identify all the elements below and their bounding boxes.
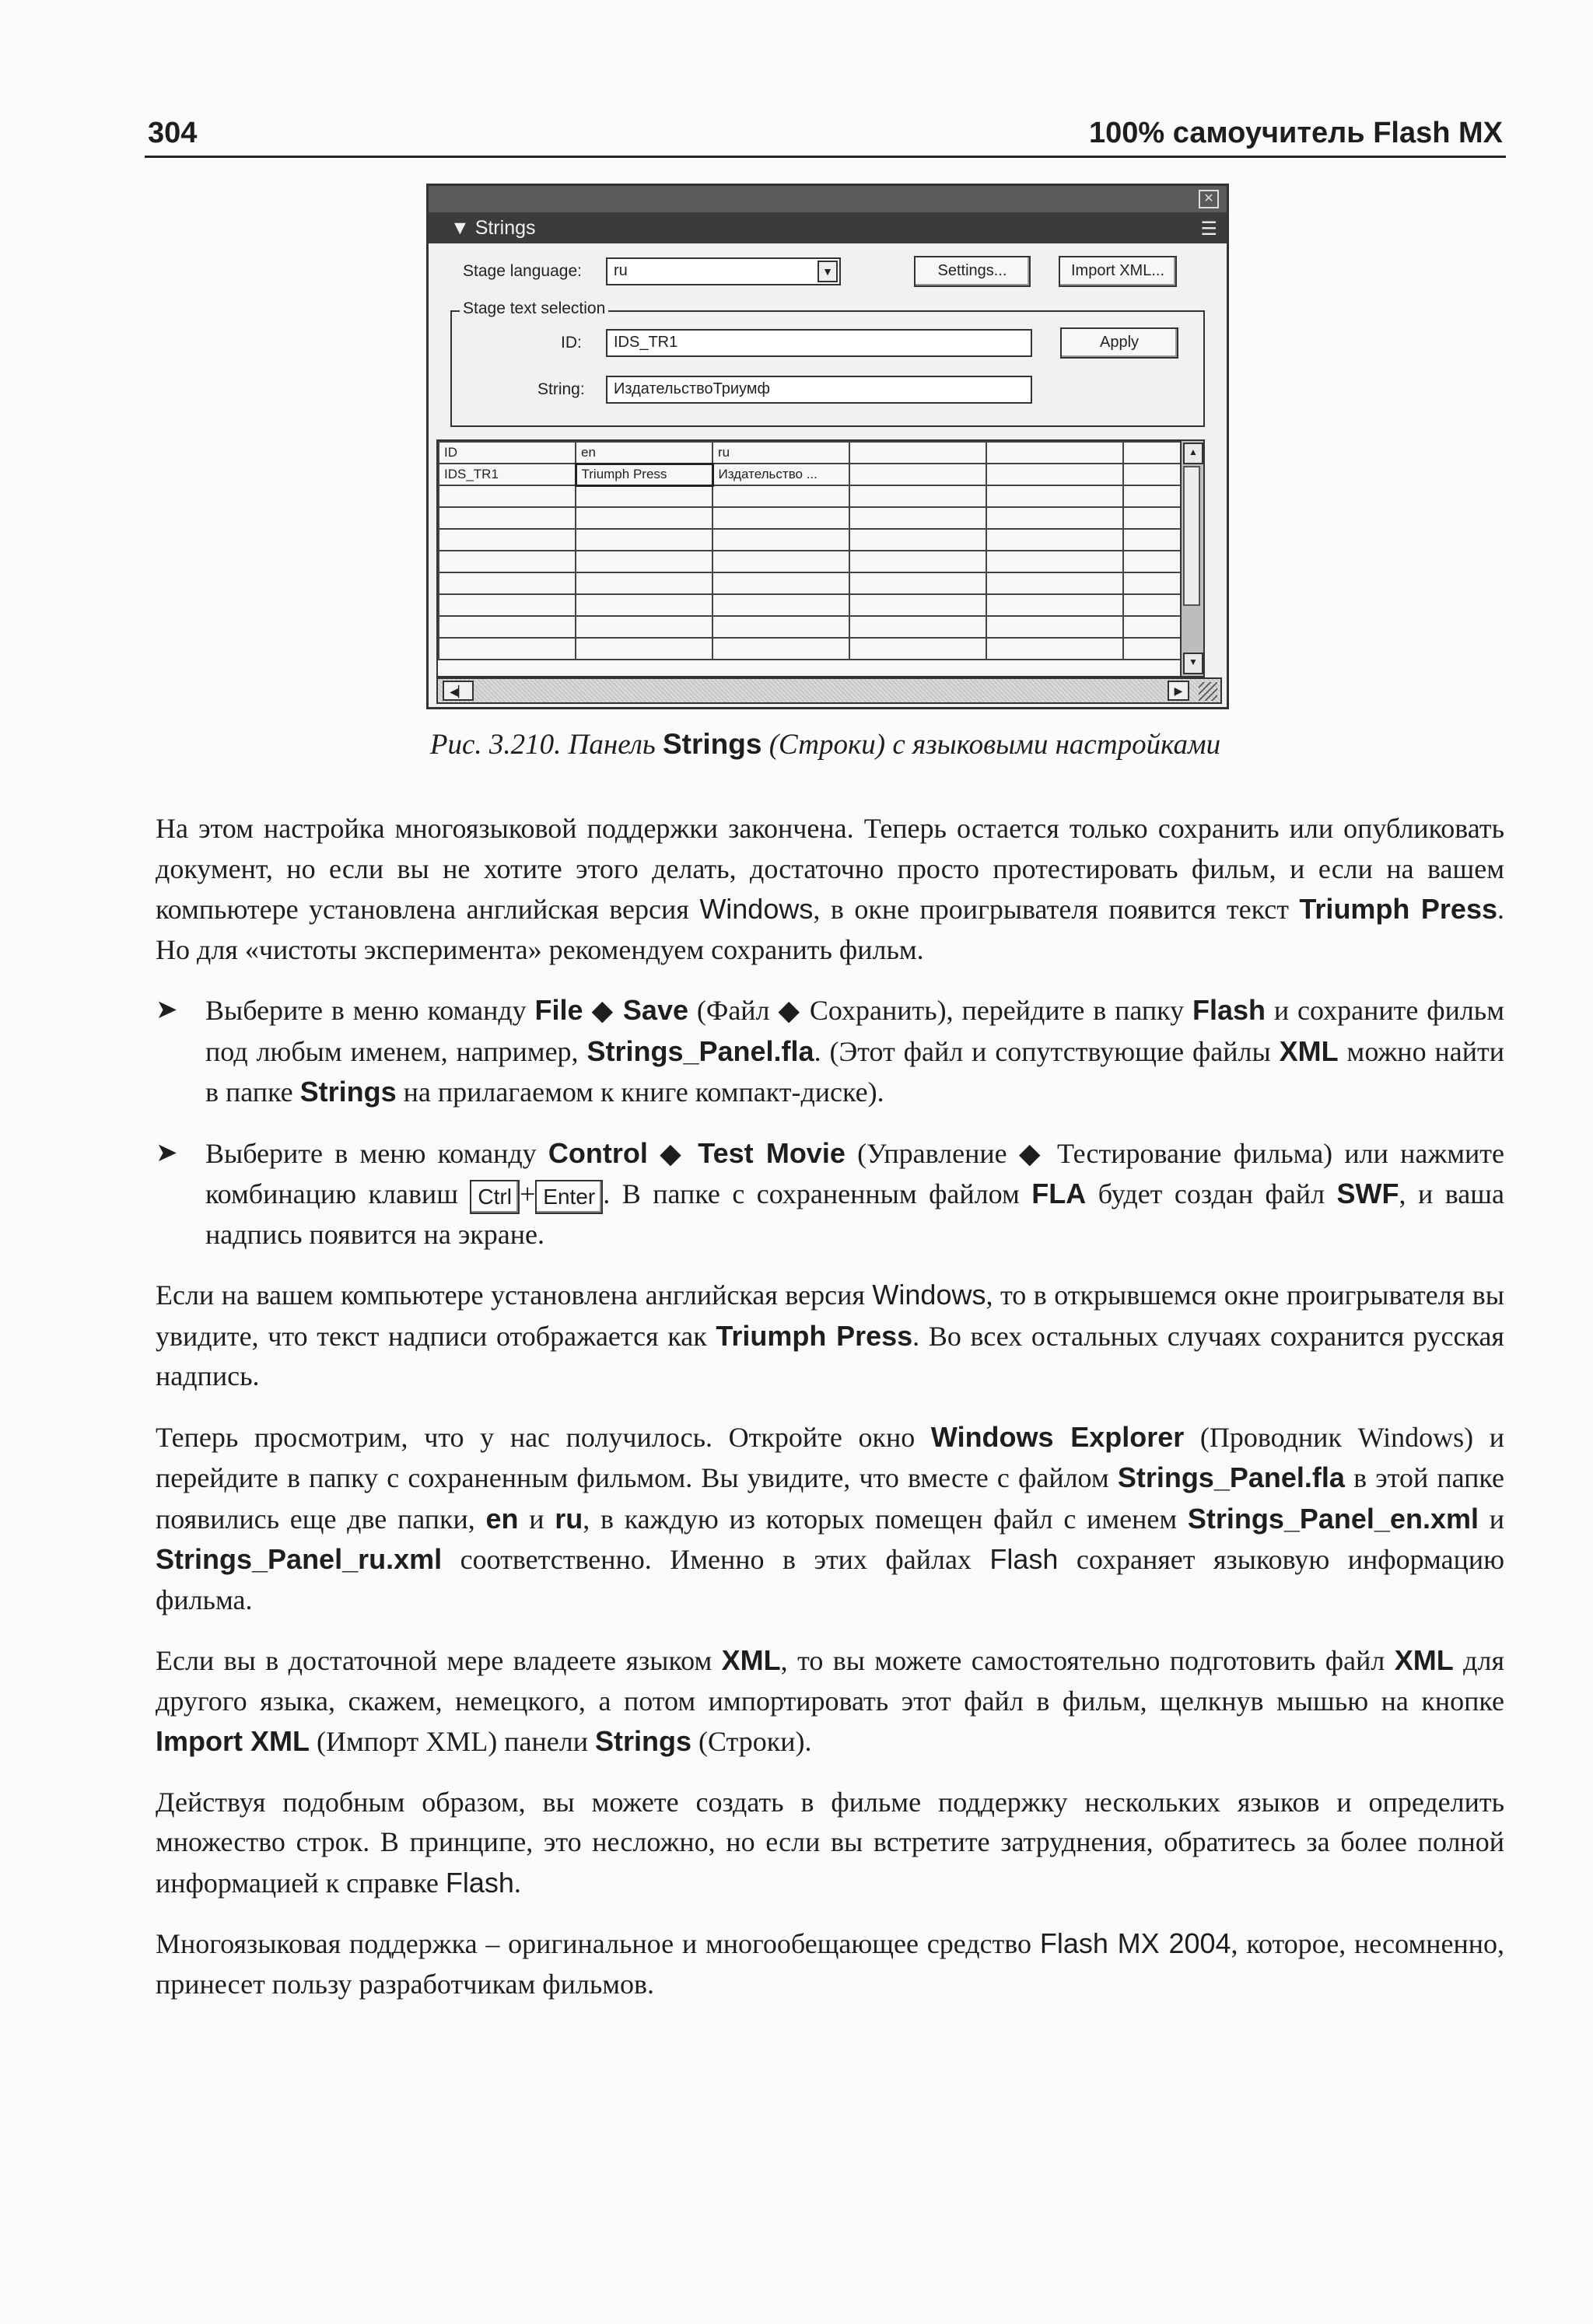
grid-table (438, 441, 1186, 660)
grid-cell[interactable] (849, 638, 986, 660)
grid-cell[interactable] (1123, 616, 1185, 638)
grid-cell-ru[interactable]: Издательство ... (712, 464, 849, 485)
grid-cell-en[interactable]: Triumph Press (576, 464, 712, 485)
grid-cell[interactable] (986, 616, 1123, 638)
grid-cell[interactable] (576, 616, 712, 638)
grid-cell[interactable] (849, 616, 986, 638)
grid-cell[interactable] (986, 485, 1123, 507)
resize-grip-icon[interactable] (1199, 682, 1217, 701)
close-icon[interactable]: ✕ (1199, 190, 1219, 208)
grid-cell[interactable] (849, 572, 986, 594)
paragraph: Если на вашем компьютере установлена английская версия Windows, то в открывшемся окне проигрывателя вы увидите, что текст надписи отображается как Triumph Press. Во всех остальных случаях сохранится русская надпись. (156, 1279, 1504, 1391)
panel-topbar (429, 186, 1227, 212)
stage-language-label: Stage language: (463, 262, 582, 280)
grid-cell[interactable] (576, 485, 712, 507)
list-item: ➤ Выберите в меню команду File ◆ Save (Файл ◆ Сохранить), перейдите в папку Flash и сохраните фильм под любым именем, например, Strings_Panel.fla. (Этот файл и сопутствующие файлы XML можно найти в папке Strings на прилагаемом к книге компакт-диске). (156, 990, 1504, 1113)
panel-title: ▼ Strings (450, 217, 536, 239)
table-row[interactable] (439, 464, 1185, 485)
strings-grid (436, 439, 1205, 677)
table-row[interactable] (439, 507, 1185, 529)
table-row[interactable] (439, 616, 1185, 638)
paragraph: На этом настройка многоязыковой поддержки закончена. Теперь остается только сохранить или опубликовать документ, но если вы не хотите этого делать, достаточно просто протестировать фильм, и если на вашем компьютере установлена английская версия Windows, в окне проигрывателя появится текст Triumph Press. Но для «чистоты эксперимента» рекомендуем сохранить фильм. (156, 813, 1504, 965)
page-header (145, 110, 1506, 158)
grid-cell[interactable] (986, 551, 1123, 572)
table-row[interactable] (439, 638, 1185, 660)
running-title: 100% самоучитель Flash MX (1089, 117, 1503, 149)
strings-panel (426, 184, 1229, 709)
grid-header-empty (849, 442, 986, 464)
paragraph: Теперь просмотрим, что у нас получилось. Откройте окно Windows Explorer (Проводник Windows) и перейдите в папку с сохраненным фильмом. Вы увидите, что вместе с файлом Strings_Panel.fla в этой папке появились еще две папки, en и ru, в каждую из которых помещен файл с именем Strings_Panel_en.xml и Strings_Panel_ru.xml соответственно. Именно в этих файлах Flash сохраняет языковую информацию фильма. (156, 1420, 1505, 1615)
scroll-right-icon[interactable]: ▶ (1168, 681, 1189, 701)
grid-cell[interactable] (1123, 638, 1185, 660)
selection-group-label: Stage text selection (460, 299, 608, 318)
grid-cell[interactable] (439, 507, 576, 529)
grid-cell[interactable] (712, 507, 849, 529)
scroll-down-icon[interactable]: ▼ (1183, 653, 1203, 674)
grid-cell[interactable] (576, 507, 712, 529)
grid-cell[interactable] (986, 572, 1123, 594)
grid-cell[interactable] (1123, 485, 1185, 507)
list-item: ➤ Выберите в меню команду Control ◆ Test Movie (Управление ◆ Тестирование фильма) или нажмите комбинацию клавиш Ctrl + Enter . В папке с сохраненным файлом FLA будет создан файл SWF, и ваша надпись появится на экране. (156, 1133, 1504, 1255)
grid-cell[interactable] (712, 485, 849, 507)
grid-cell[interactable] (986, 507, 1123, 529)
grid-cell[interactable] (986, 529, 1123, 551)
paragraph: Действуя подобным образом, вы можете создать в фильме поддержку нескольких языков и определить множество строк. В принципе, это несложно, но если вы встретите затруднения, обратитесь за более полной информацией к справке Flash. (156, 1786, 1504, 1899)
grid-cell[interactable] (1123, 594, 1185, 616)
grid-cell[interactable] (439, 551, 576, 572)
string-input[interactable]: ИздательствоТриумф (606, 376, 1032, 404)
table-row[interactable] (439, 485, 1185, 507)
vertical-scrollbar[interactable] (1180, 441, 1203, 676)
paragraph: Если вы в достаточной мере владеете языком XML, то вы можете самостоятельно подготовить файл XML для другого языка, скажем, немецкого, а потом импортировать этот файл в фильм, щелкнув мышью на кнопке Import XML (Импорт XML) панели Strings (Строки). (156, 1644, 1505, 1757)
grid-cell[interactable] (1123, 529, 1185, 551)
grid-cell[interactable] (712, 638, 849, 660)
grid-cell[interactable] (439, 594, 576, 616)
grid-cell[interactable] (712, 572, 849, 594)
grid-header-id[interactable]: ID (439, 442, 576, 464)
grid-cell[interactable] (1123, 507, 1185, 529)
grid-cell[interactable] (712, 594, 849, 616)
grid-cell[interactable] (576, 638, 712, 660)
grid-cell[interactable] (439, 529, 576, 551)
grid-cell[interactable] (849, 485, 986, 507)
table-row[interactable] (439, 594, 1185, 616)
ctrl-key: Ctrl (470, 1180, 520, 1214)
grid-cell[interactable] (576, 529, 712, 551)
page-number: 304 (148, 117, 198, 149)
grid-cell[interactable] (576, 594, 712, 616)
grid-cell[interactable] (1123, 572, 1185, 594)
id-label: ID: (561, 334, 582, 352)
grid-cell[interactable] (439, 638, 576, 660)
grid-header-en[interactable]: en (576, 442, 712, 464)
grid-cell[interactable] (712, 529, 849, 551)
enter-key: Enter (535, 1180, 603, 1214)
grid-cell[interactable] (849, 551, 986, 572)
grid-cell[interactable] (712, 551, 849, 572)
paragraph: Многоязыковая поддержка – оригинальное и многообещающее средство Flash MX 2004, которое, несомненно, принесет пользу разработчикам фильмов. (156, 1927, 1504, 2000)
scroll-left-icon[interactable]: ◀▏ (443, 681, 474, 701)
stage-language-value: ru (614, 262, 628, 279)
string-label: String: (537, 380, 585, 398)
figure-caption: Рис. 3.210. Панель Strings (Строки) с языковыми настройками (429, 728, 1221, 761)
grid-cell[interactable] (439, 572, 576, 594)
grid-cell[interactable] (439, 485, 576, 507)
grid-header-row (439, 442, 1185, 464)
grid-cell[interactable] (849, 529, 986, 551)
bullet-arrow-icon: ➤ (156, 1138, 178, 1167)
grid-cell[interactable] (986, 464, 1123, 485)
horizontal-scrollbar[interactable] (436, 677, 1222, 704)
id-input[interactable]: IDS_TR1 (606, 329, 1032, 357)
grid-header-ru[interactable]: ru (712, 442, 849, 464)
chevron-down-icon[interactable]: ▼ (818, 261, 838, 282)
apply-button[interactable]: Apply (1060, 327, 1178, 359)
body-text (156, 809, 1504, 2025)
grid-cell[interactable] (849, 464, 986, 485)
table-row[interactable] (439, 529, 1185, 551)
grid-header-empty (1123, 442, 1185, 464)
grid-cell[interactable] (986, 594, 1123, 616)
grid-cell-id[interactable]: IDS_TR1 (439, 464, 576, 485)
stage-text-selection-group (450, 299, 1205, 427)
stage-language-select[interactable] (606, 257, 841, 285)
options-menu-icon[interactable]: ☰ (1200, 219, 1217, 240)
grid-cell[interactable] (576, 551, 712, 572)
settings-button[interactable]: Settings... (914, 256, 1031, 287)
scroll-thumb[interactable] (1183, 466, 1200, 606)
grid-cell[interactable] (439, 616, 576, 638)
import-xml-button[interactable]: Import XML... (1059, 256, 1177, 287)
grid-cell[interactable] (1123, 464, 1185, 485)
table-row[interactable] (439, 551, 1185, 572)
grid-cell[interactable] (849, 594, 986, 616)
panel-titlebar[interactable] (429, 212, 1227, 243)
grid-cell[interactable] (576, 572, 712, 594)
scroll-up-icon[interactable]: ▲ (1183, 443, 1203, 464)
grid-cell[interactable] (712, 616, 849, 638)
grid-cell[interactable] (849, 507, 986, 529)
grid-cell[interactable] (986, 638, 1123, 660)
table-row[interactable] (439, 572, 1185, 594)
bullet-arrow-icon: ➤ (156, 996, 178, 1024)
grid-header-empty (986, 442, 1123, 464)
grid-cell[interactable] (1123, 551, 1185, 572)
